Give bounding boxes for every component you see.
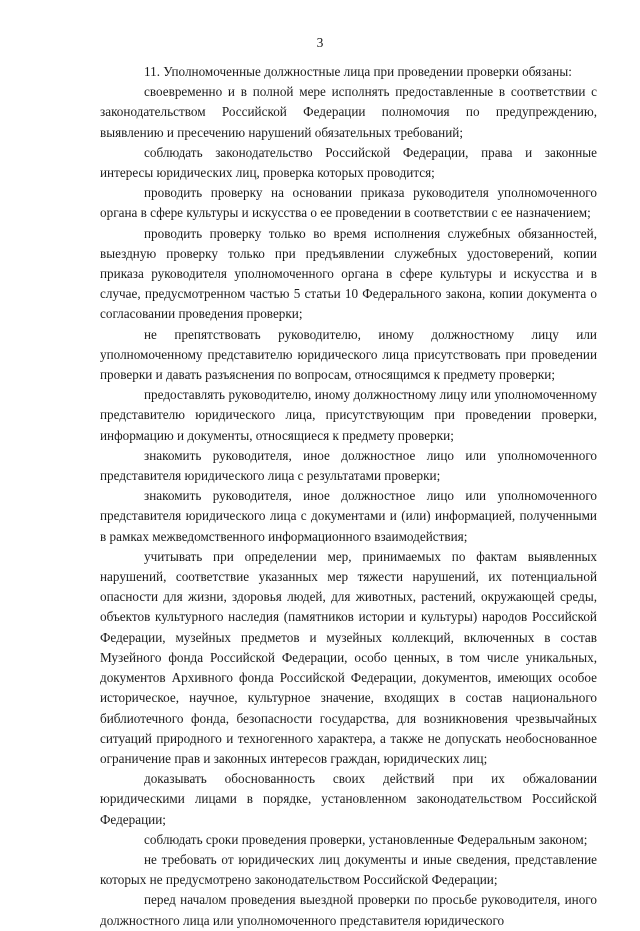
paragraph: перед началом проведения выездной проверки по просьбе руководителя, иного должностного лица или уполномоченного представителя юридического <box>100 892 597 928</box>
document-body <box>100 62 597 931</box>
paragraph: знакомить руководителя, иное должностное лицо или уполномоченного представителя юридического лица с документами и (или) информацией, полученными в рамках межведомственного информационного взаимодействия; <box>100 488 597 544</box>
paragraph: соблюдать сроки проведения проверки, установленные Федеральным законом; <box>144 831 588 847</box>
paragraph: своевременно и в полной мере исполнять предоставленные в соответствии с законодательством Российской Федерации полномочия по предупреждению, выявлению и пресечению нарушений обязательных требований; <box>100 84 597 140</box>
paragraph: проводить проверку на основании приказа руководителя уполномоченного органа в сфере культуры и искусства о ее проведении в соответствии с ее назначением; <box>100 185 597 221</box>
paragraph: учитывать при определении мер, принимаемых по фактам выявленных нарушений, соответствие указанных мер тяжести нарушений, их потенциальной опасности для жизни, здоровья людей, для животных, растений, окружающей среды, объектов культурного наследия (памятников истории и культуры) народов Российской Федерации, музейных предметов и музейных коллекций, включенных в состав Музейного фонда Российской Федерации, особо ценных, в том числе уникальных, документов Архивного фонда Российской Федерации, документов, имеющих особое историческое, научное, культурное значение, входящих в состав национального библиотечного фонда, безопасности государства, для возникновения чрезвычайных ситуаций природного и техногенного характера, а также не допускать необоснованное ограничение прав и законных интересов граждан, юридических лиц; <box>100 548 597 766</box>
paragraph: доказывать обоснованность своих действий при их обжаловании юридическими лицами в порядке, установленном законодательством Российской Федерации; <box>100 771 597 827</box>
paragraph: проводить проверку только во время исполнения служебных обязанностей, выездную проверку только при предъявлении служебных удостоверений, копии приказа руководителя уполномоченного органа в сфере культуры и искусства и в случае, предусмотренном частью 5 статьи 10 Федерального закона, копии документа о согласовании проведения проверки; <box>100 225 597 322</box>
paragraph: соблюдать законодательство Российской Федерации, права и законные интересы юридических лиц, проверка которых проводится; <box>100 144 597 181</box>
paragraph: 11. Уполномоченные должностные лица при проведении проверки обязаны: <box>144 64 572 79</box>
page-number: 3 <box>316 35 324 50</box>
paragraph: не требовать от юридических лиц документы и иные сведения, представление которых не предусмотрено законодательством Российской Федерации; <box>100 851 597 888</box>
paragraph: знакомить руководителя, иное должностное лицо или уполномоченного представителя юридического лица с результатами проверки; <box>100 447 597 484</box>
paragraph: предоставлять руководителю, иному должностному лицу или уполномоченному представителю юридического лица, присутствующим при проведении проверки, информацию и документы, относящиеся к предмету проверки; <box>100 387 597 443</box>
paragraph: не препятствовать руководителю, иному должностному лицу или уполномоченному представителю юридического лица присутствовать при проведении проверки и давать разъяснения по вопросам, относящимся к предмету проверки; <box>100 326 597 383</box>
